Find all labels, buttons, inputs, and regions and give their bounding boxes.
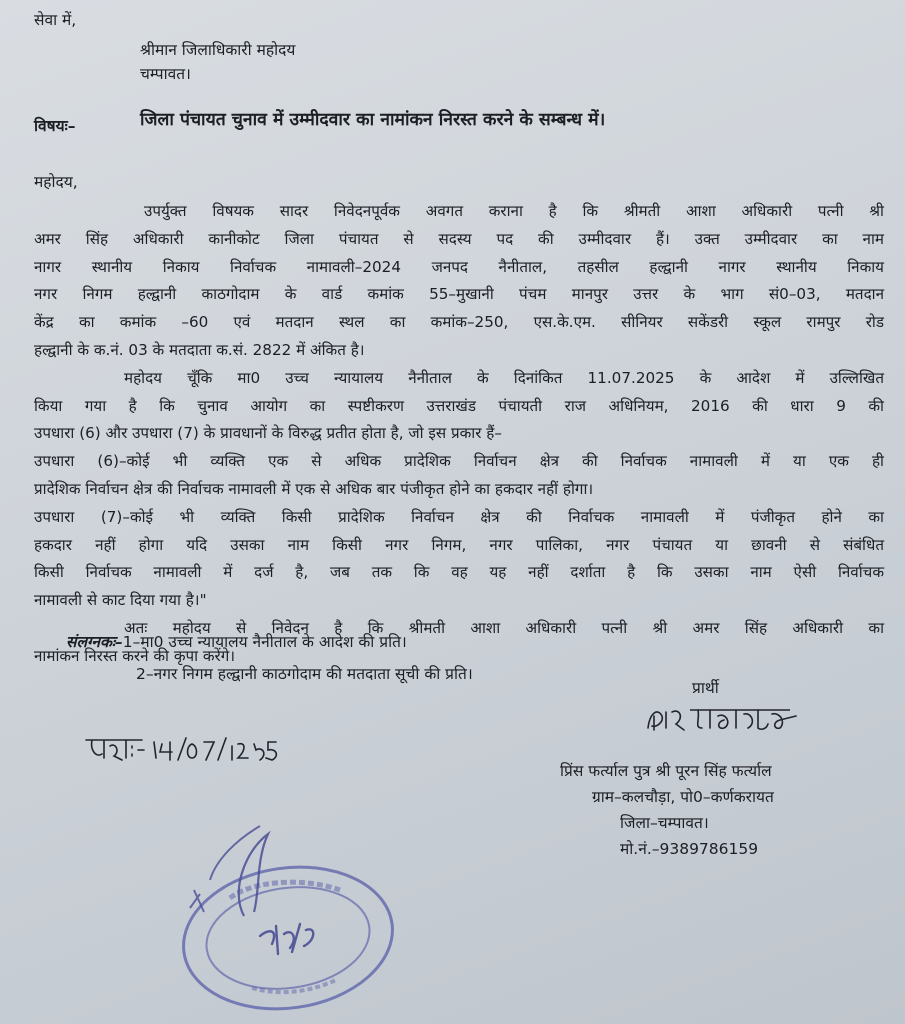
sender-mobile: मो.नं.–9389786159 bbox=[620, 840, 759, 858]
body-line: अतः महोदय से निवेदन है कि श्रीमती आशा अधिकारी पत्नी श्री अमर सिंह अधिकारी का bbox=[124, 618, 884, 637]
body-line: महोदय चूँकि मा0 उच्च न्यायालय नैनीताल के दिनांकित 11.07.2025 के आदेश में उल्लिखित bbox=[124, 368, 884, 387]
body-line: उपधारा (6) और उपधारा (7) के प्रावधानों के विरुद्ध प्रतीत होता है, जो इस प्रकार हैं– bbox=[34, 424, 502, 443]
sender-village: ग्राम–कलचौड़ा, पो0–कर्णकरायत bbox=[592, 788, 774, 806]
body-line: अमर सिंह अधिकारी कानीकोट जिला पंचायत से सदस्य पद की उम्मीदवार हैं। उक्त उम्मीदवार का नाम bbox=[34, 229, 884, 248]
body-line: उपधारा (7)–कोई भी व्यक्ति किसी प्रादेशिक निर्वाचन क्षेत्र की निर्वाचक नामावली में पंजीकृत होने का bbox=[34, 507, 884, 526]
applicant-label: प्रार्थी bbox=[692, 679, 719, 697]
body-line: हल्द्वानी के क.नं. 03 के मतदाता क.सं. 2822 में अंकित है। bbox=[34, 340, 365, 359]
body-line: नगर निगम हल्द्वानी काठगोदाम के वार्ड कमांक 55–मुखानी पंचम मानपुर उत्तर के भाग सं0–03, मतदान bbox=[34, 285, 884, 304]
sender-district: जिला–चम्पावत। bbox=[620, 814, 709, 832]
body-line: हकदार नहीं होगा यदि उसका नाम किसी नगर निगम, नगर पालिका, नगर पंचायत या छावनी से संबंधित bbox=[34, 535, 884, 554]
body-line: नामांकन निरस्त करने की कृपा करेंगे। bbox=[34, 646, 236, 665]
body-line: उपधारा (6)–कोई भी व्यक्ति एक से अधिक प्रादेशिक निर्वाचन क्षेत्र की निर्वाचक नामावली में या एक ही bbox=[34, 452, 884, 471]
letter-body bbox=[34, 198, 884, 671]
handwritten-date bbox=[82, 732, 302, 766]
addressee: श्रीमान जिलाधिकारी महोदय bbox=[140, 41, 296, 59]
body-line: उपर्युक्त विषयक सादर निवेदनपूर्वक अवगत कराना है कि श्रीमती आशा अधिकारी पत्नी श्री bbox=[144, 202, 884, 220]
salutation: सेवा में, bbox=[34, 11, 77, 29]
sender-name: प्रिंस फर्त्याल पुत्र श्री पूरन सिंह फर्त्याल bbox=[560, 762, 772, 780]
official-stamp bbox=[160, 820, 400, 1020]
enclosures bbox=[66, 626, 473, 690]
greeting: महोदय, bbox=[34, 173, 78, 191]
body-line: किसी निर्वाचक नामावली में दर्ज है, जब तक कि वह यह नहीं दर्शाता है कि उसका नाम ऐसी निर्वाचक bbox=[34, 563, 884, 582]
body-line: किया गया है कि चुनाव आयोग का स्पष्टीकरण उत्तराखंड पंचायती राज अधिनियम, 2016 की धारा 9 की bbox=[34, 396, 884, 415]
body-line: प्रादेशिक निर्वाचन क्षेत्र की निर्वाचक नामावली में एक से अधिक बार पंजीकृत होने का हकदार नहीं होगा। bbox=[34, 479, 594, 498]
body-line: नामावली से काट दिया गया है।" bbox=[34, 591, 207, 610]
addressee-city: चम्पावत। bbox=[140, 65, 191, 83]
subject-label: विषयः– bbox=[34, 117, 76, 135]
subject-text: जिला पंचायत चुनाव में उम्मीदवार का नामांकन निरस्त करने के सम्बन्ध में। bbox=[140, 110, 606, 130]
enclosure-item: 1–मा0 उच्च न्यायालय नैनीताल के आदेश की प्रति। bbox=[122, 633, 407, 651]
enclosure-label: संलग्नकः– bbox=[66, 633, 123, 651]
body-line: केंद्र का कमांक –60 एवं मतदान स्थल का कमांक–250, एस.के.एम. सीनियर सकेंडरी स्कूल रामपुर रोड bbox=[34, 313, 884, 332]
body-line: नागर स्थानीय निकाय निर्वाचक नामावली–2024 जनपद नैनीताल, तहसील हल्द्वानी नागर स्थानीय निकाय bbox=[34, 257, 884, 276]
signature bbox=[640, 702, 810, 736]
sender-block bbox=[560, 758, 774, 862]
enclosure-item: 2–नगर निगम हल्द्वानी काठगोदाम की मतदाता सूची की प्रति। bbox=[136, 665, 473, 683]
